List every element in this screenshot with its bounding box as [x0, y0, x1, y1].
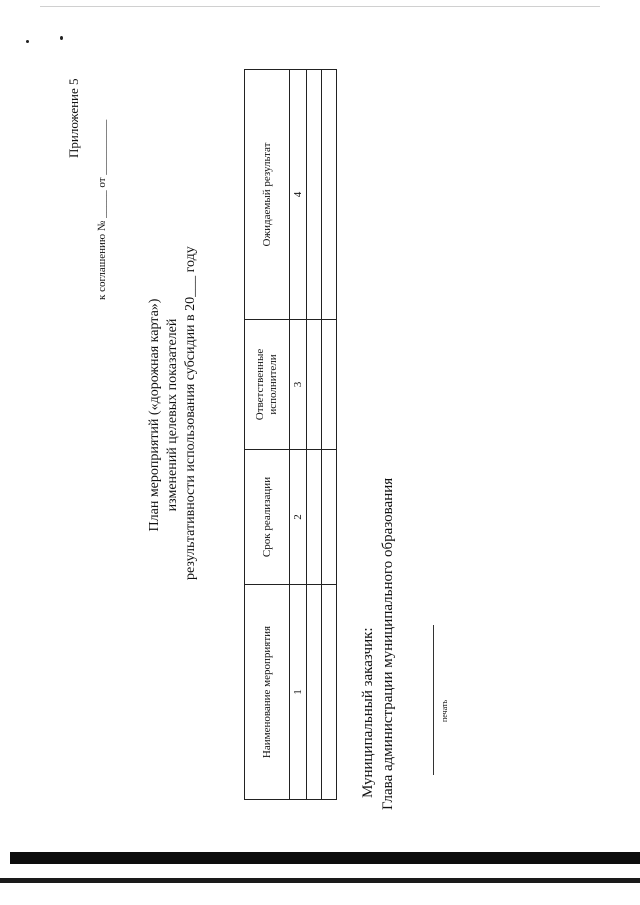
scan-artifact	[60, 36, 63, 40]
customer-label: Муниципальный заказчик:	[360, 627, 376, 798]
head-of-administration-label: Глава администрации муниципального образования	[380, 477, 396, 810]
number-cell: 4	[290, 70, 307, 320]
stamp-label: печать	[440, 699, 449, 722]
scan-artifact	[26, 40, 29, 43]
header-cell-result: Ожидаемый результат	[245, 70, 290, 320]
scan-artifact	[40, 6, 600, 7]
document-title	[146, 246, 200, 580]
table-row	[322, 70, 337, 800]
agreement-prefix: к соглашению №	[96, 220, 108, 300]
signature-line	[433, 625, 434, 775]
header-cell-deadline: Срок реализации	[245, 450, 290, 585]
table-number-row	[290, 70, 307, 800]
scan-artifact	[0, 878, 640, 883]
agreement-line	[96, 120, 108, 300]
header-cell-activity: Наименование мероприятия	[245, 585, 290, 800]
agreement-date-blank: __________	[96, 119, 108, 175]
scan-artifact	[10, 852, 640, 864]
agreement-number-blank: _____	[96, 190, 108, 218]
number-cell: 2	[290, 450, 307, 585]
roadmap-table	[244, 69, 337, 800]
agreement-from: от	[96, 177, 108, 188]
title-line-3: результативности использования субсидии в 20___ году	[183, 246, 198, 580]
number-cell: 1	[290, 585, 307, 800]
title-line-1: План мероприятий («дорожная карта»)	[147, 298, 162, 532]
table-row	[307, 70, 322, 800]
title-line-2: изменений целевых показателей	[165, 318, 180, 512]
appendix-label: Приложение 5	[66, 78, 81, 158]
table-header-row	[245, 70, 290, 800]
number-cell: 3	[290, 320, 307, 450]
header-cell-executors: Ответственные исполнители	[245, 320, 290, 450]
